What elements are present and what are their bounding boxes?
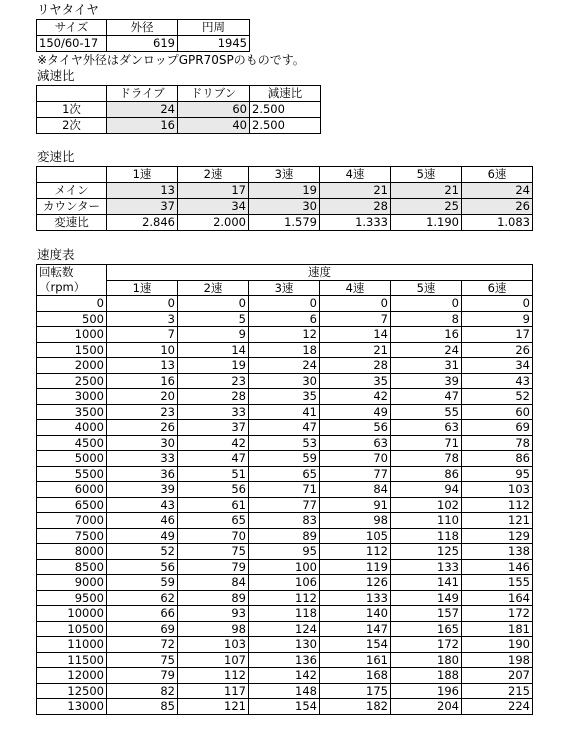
speed-cell: 182: [320, 699, 391, 715]
table-row: [37, 296, 533, 312]
speed-cell: 33: [178, 404, 249, 420]
table-row: [37, 652, 533, 668]
speed-cell: 13: [107, 358, 178, 374]
cell: 25: [391, 199, 462, 215]
speed-cell: 18: [249, 342, 320, 358]
speed-cell: 28: [178, 389, 249, 405]
table-row: [37, 358, 533, 374]
speed-cell: 0: [249, 296, 320, 312]
speed-cell: 126: [320, 575, 391, 591]
rpm-cell: 9000: [37, 575, 107, 591]
drive-value: 16: [107, 118, 178, 134]
speed-cell: 72: [107, 637, 178, 653]
speed-cell: 70: [178, 528, 249, 544]
rear-tire-table: [36, 19, 250, 52]
speed-table-body: [37, 296, 533, 715]
speed-cell: 63: [391, 420, 462, 436]
cell: 17: [178, 183, 249, 199]
speed-cell: 164: [462, 590, 533, 606]
speed-cell: 55: [391, 404, 462, 420]
speed-cell: 142: [249, 668, 320, 684]
speed-cell: 78: [462, 435, 533, 451]
speed-cell: 140: [320, 606, 391, 622]
rpm-cell: 3500: [37, 404, 107, 420]
speed-cell: 181: [462, 621, 533, 637]
table-row: [37, 637, 533, 653]
table-row: [37, 102, 321, 118]
header-gear-5: 5速: [391, 167, 462, 183]
speed-cell: 161: [320, 652, 391, 668]
tire-note: ※タイヤ外径はダンロップGPR70SPのものです。: [37, 53, 305, 67]
speed-cell: 62: [107, 590, 178, 606]
reduction-title: 減速比: [37, 68, 75, 83]
speed-cell: 39: [391, 373, 462, 389]
speed-cell: 141: [391, 575, 462, 591]
speed-cell: 66: [107, 606, 178, 622]
speed-cell: 23: [178, 373, 249, 389]
cell: 34: [178, 199, 249, 215]
speed-cell: 33: [107, 451, 178, 467]
table-row: [37, 404, 533, 420]
speed-cell: 77: [249, 497, 320, 513]
table-row: [37, 544, 533, 560]
speed-cell: 5: [178, 311, 249, 327]
speed-cell: 79: [107, 668, 178, 684]
speed-cell: 69: [107, 621, 178, 637]
table-header-row: [37, 280, 533, 296]
row-label: 変速比: [37, 215, 107, 231]
rpm-cell: 7000: [37, 513, 107, 529]
row-label: カウンター: [37, 199, 107, 215]
rpm-cell: 13000: [37, 699, 107, 715]
transmission-table: [36, 166, 533, 231]
header-gear-6: 6速: [462, 280, 533, 296]
table-row: [37, 559, 533, 575]
speed-cell: 3: [107, 311, 178, 327]
speed-cell: 165: [391, 621, 462, 637]
cell: 26: [462, 199, 533, 215]
speed-cell: 79: [178, 559, 249, 575]
speed-cell: 20: [107, 389, 178, 405]
speed-cell: 37: [178, 420, 249, 436]
row-label: 2次: [37, 118, 107, 134]
table-header-row: [37, 86, 321, 102]
speed-cell: 53: [249, 435, 320, 451]
speed-cell: 188: [391, 668, 462, 684]
rear-tire-title: リヤタイヤ: [37, 2, 99, 17]
speed-cell: 146: [462, 559, 533, 575]
speed-cell: 125: [391, 544, 462, 560]
cell: 1.579: [249, 215, 320, 231]
speed-cell: 100: [249, 559, 320, 575]
reduction-table: [36, 85, 321, 134]
speed-cell: 102: [391, 497, 462, 513]
table-row: [37, 451, 533, 467]
speed-cell: 83: [249, 513, 320, 529]
rpm-cell: 6500: [37, 497, 107, 513]
rpm-header-line1: 回転数: [37, 265, 107, 281]
table-row: [37, 683, 533, 699]
table-header-row: [37, 265, 533, 281]
speed-header: 速度: [107, 265, 533, 281]
header-size: サイズ: [37, 20, 107, 36]
speed-cell: 130: [249, 637, 320, 653]
header-blank: [37, 86, 107, 102]
speed-cell: 86: [391, 466, 462, 482]
speed-cell: 117: [178, 683, 249, 699]
cell: 21: [391, 183, 462, 199]
transmission-title: 変速比: [37, 149, 75, 164]
speed-cell: 112: [320, 544, 391, 560]
speed-cell: 31: [391, 358, 462, 374]
speed-cell: 75: [107, 652, 178, 668]
speed-cell: 149: [391, 590, 462, 606]
speed-cell: 154: [249, 699, 320, 715]
speed-cell: 16: [391, 327, 462, 343]
speed-cell: 0: [107, 296, 178, 312]
rpm-cell: 7500: [37, 528, 107, 544]
header-gear-3: 3速: [249, 280, 320, 296]
rpm-cell: 11500: [37, 652, 107, 668]
speed-cell: 24: [391, 342, 462, 358]
speed-cell: 98: [320, 513, 391, 529]
speed-cell: 43: [107, 497, 178, 513]
speed-cell: 190: [462, 637, 533, 653]
speed-cell: 9: [462, 311, 533, 327]
speed-cell: 84: [178, 575, 249, 591]
speed-cell: 70: [320, 451, 391, 467]
table-row: [37, 497, 533, 513]
speed-cell: 172: [462, 606, 533, 622]
speed-cell: 30: [249, 373, 320, 389]
cell: 28: [320, 199, 391, 215]
speed-cell: 78: [391, 451, 462, 467]
table-row: [37, 575, 533, 591]
speed-cell: 30: [107, 435, 178, 451]
speed-cell: 47: [391, 389, 462, 405]
speed-cell: 119: [320, 559, 391, 575]
header-gear-1: 1速: [107, 280, 178, 296]
speed-cell: 136: [249, 652, 320, 668]
rpm-cell: 9500: [37, 590, 107, 606]
header-circumference: 円周: [178, 20, 250, 36]
speed-cell: 8: [391, 311, 462, 327]
speed-cell: 10: [107, 342, 178, 358]
speed-cell: 52: [107, 544, 178, 560]
speed-cell: 103: [178, 637, 249, 653]
speed-cell: 112: [178, 668, 249, 684]
header-gear-1: 1速: [107, 167, 178, 183]
speed-cell: 106: [249, 575, 320, 591]
speed-cell: 224: [462, 699, 533, 715]
table-row: [37, 389, 533, 405]
speed-cell: 85: [107, 699, 178, 715]
header-gear-6: 6速: [462, 167, 533, 183]
speed-cell: 7: [107, 327, 178, 343]
speed-cell: 148: [249, 683, 320, 699]
speed-cell: 63: [320, 435, 391, 451]
table-row: [37, 513, 533, 529]
speed-cell: 0: [391, 296, 462, 312]
speed-cell: 98: [178, 621, 249, 637]
cell: 13: [107, 183, 178, 199]
speed-cell: 118: [249, 606, 320, 622]
rpm-cell: 4500: [37, 435, 107, 451]
speed-cell: 91: [320, 497, 391, 513]
speed-table: [36, 264, 533, 715]
speed-cell: 95: [462, 466, 533, 482]
table-row: [37, 590, 533, 606]
speed-cell: 41: [249, 404, 320, 420]
header-blank: [37, 167, 107, 183]
speed-cell: 26: [107, 420, 178, 436]
table-row: [37, 420, 533, 436]
speed-cell: 93: [178, 606, 249, 622]
speed-cell: 36: [107, 466, 178, 482]
speed-cell: 121: [178, 699, 249, 715]
speed-cell: 49: [107, 528, 178, 544]
rpm-cell: 2000: [37, 358, 107, 374]
rpm-cell: 1000: [37, 327, 107, 343]
speed-cell: 59: [249, 451, 320, 467]
cell: 19: [249, 183, 320, 199]
speed-cell: 0: [320, 296, 391, 312]
rpm-cell: 5000: [37, 451, 107, 467]
speed-cell: 7: [320, 311, 391, 327]
row-label: メイン: [37, 183, 107, 199]
speed-cell: 155: [462, 575, 533, 591]
speed-cell: 157: [391, 606, 462, 622]
speed-cell: 65: [249, 466, 320, 482]
speed-cell: 0: [178, 296, 249, 312]
tire-circumference: 1945: [178, 36, 250, 52]
speed-cell: 16: [107, 373, 178, 389]
speed-cell: 17: [462, 327, 533, 343]
cell: 1.083: [462, 215, 533, 231]
header-driven: ドリブン: [178, 86, 250, 102]
speed-cell: 23: [107, 404, 178, 420]
speed-cell: 21: [320, 342, 391, 358]
speed-cell: 112: [462, 497, 533, 513]
table-row: [37, 118, 321, 134]
speed-cell: 112: [249, 590, 320, 606]
ratio-value: 2.500: [250, 118, 321, 134]
speed-cell: 133: [391, 559, 462, 575]
speed-cell: 95: [249, 544, 320, 560]
speed-cell: 154: [320, 637, 391, 653]
speed-cell: 69: [462, 420, 533, 436]
speed-cell: 124: [249, 621, 320, 637]
speed-cell: 86: [462, 451, 533, 467]
speed-cell: 26: [462, 342, 533, 358]
speed-cell: 47: [178, 451, 249, 467]
speed-cell: 49: [320, 404, 391, 420]
cell: 30: [249, 199, 320, 215]
rpm-cell: 12000: [37, 668, 107, 684]
header-drive: ドライブ: [107, 86, 178, 102]
rpm-cell: 2500: [37, 373, 107, 389]
table-row: [37, 373, 533, 389]
speed-cell: 46: [107, 513, 178, 529]
rpm-cell: 8000: [37, 544, 107, 560]
speed-table-title: 速度表: [37, 247, 75, 262]
ratio-value: 2.500: [250, 102, 321, 118]
speed-cell: 198: [462, 652, 533, 668]
rpm-cell: 3000: [37, 389, 107, 405]
rpm-cell: 12500: [37, 683, 107, 699]
speed-cell: 172: [391, 637, 462, 653]
table-row: [37, 327, 533, 343]
rpm-cell: 5500: [37, 466, 107, 482]
speed-cell: 6: [249, 311, 320, 327]
row-label: 1次: [37, 102, 107, 118]
table-header-row: [37, 167, 533, 183]
rpm-cell: 6000: [37, 482, 107, 498]
driven-value: 60: [178, 102, 250, 118]
table-row: [37, 528, 533, 544]
rpm-cell: 500: [37, 311, 107, 327]
header-gear-4: 4速: [320, 280, 391, 296]
cell: 21: [320, 183, 391, 199]
speed-cell: 196: [391, 683, 462, 699]
speed-cell: 56: [107, 559, 178, 575]
speed-cell: 105: [320, 528, 391, 544]
speed-cell: 175: [320, 683, 391, 699]
rpm-cell: 10500: [37, 621, 107, 637]
speed-cell: 168: [320, 668, 391, 684]
speed-cell: 110: [391, 513, 462, 529]
speed-cell: 118: [391, 528, 462, 544]
table-row: [37, 466, 533, 482]
speed-cell: 43: [462, 373, 533, 389]
speed-cell: 77: [320, 466, 391, 482]
table-row: [37, 342, 533, 358]
speed-cell: 34: [462, 358, 533, 374]
drive-value: 24: [107, 102, 178, 118]
speed-cell: 138: [462, 544, 533, 560]
driven-value: 40: [178, 118, 250, 134]
table-row: [37, 606, 533, 622]
header-gear-2: 2速: [178, 280, 249, 296]
speed-cell: 39: [107, 482, 178, 498]
speed-cell: 207: [462, 668, 533, 684]
speed-cell: 89: [178, 590, 249, 606]
rpm-cell: 11000: [37, 637, 107, 653]
speed-cell: 51: [178, 466, 249, 482]
table-row: [37, 311, 533, 327]
speed-cell: 82: [107, 683, 178, 699]
speed-cell: 56: [178, 482, 249, 498]
speed-cell: 129: [462, 528, 533, 544]
cell: 2.000: [178, 215, 249, 231]
speed-cell: 133: [320, 590, 391, 606]
table-row: [37, 699, 533, 715]
header-gear-2: 2速: [178, 167, 249, 183]
speed-cell: 61: [178, 497, 249, 513]
cell: 1.333: [320, 215, 391, 231]
speed-cell: 14: [320, 327, 391, 343]
speed-cell: 14: [178, 342, 249, 358]
speed-cell: 103: [462, 482, 533, 498]
speed-cell: 147: [320, 621, 391, 637]
speed-cell: 215: [462, 683, 533, 699]
speed-cell: 12: [249, 327, 320, 343]
speed-cell: 84: [320, 482, 391, 498]
table-row: [37, 668, 533, 684]
rpm-cell: 10000: [37, 606, 107, 622]
speed-cell: 9: [178, 327, 249, 343]
table-row: [37, 183, 533, 199]
speed-cell: 19: [178, 358, 249, 374]
speed-cell: 0: [462, 296, 533, 312]
rpm-cell: 8500: [37, 559, 107, 575]
speed-cell: 89: [249, 528, 320, 544]
speed-cell: 71: [391, 435, 462, 451]
speed-cell: 180: [391, 652, 462, 668]
speed-cell: 47: [249, 420, 320, 436]
header-reduction-ratio: 減速比: [250, 86, 321, 102]
speed-cell: 24: [249, 358, 320, 374]
rpm-cell: 1500: [37, 342, 107, 358]
speed-cell: 35: [249, 389, 320, 405]
header-gear-4: 4速: [320, 167, 391, 183]
speed-cell: 71: [249, 482, 320, 498]
table-row: [37, 482, 533, 498]
speed-cell: 60: [462, 404, 533, 420]
rpm-header-line2: （rpm）: [37, 280, 107, 296]
rpm-cell: 4000: [37, 420, 107, 436]
tire-size: 150/60-17: [37, 36, 107, 52]
header-gear-5: 5速: [391, 280, 462, 296]
speed-cell: 42: [320, 389, 391, 405]
header-diameter: 外径: [107, 20, 178, 36]
table-row: [37, 215, 533, 231]
cell: 1.190: [391, 215, 462, 231]
speed-cell: 56: [320, 420, 391, 436]
speed-cell: 121: [462, 513, 533, 529]
cell: 24: [462, 183, 533, 199]
tire-diameter: 619: [107, 36, 178, 52]
header-gear-3: 3速: [249, 167, 320, 183]
speed-cell: 75: [178, 544, 249, 560]
speed-cell: 107: [178, 652, 249, 668]
table-header-row: [37, 20, 250, 36]
speed-cell: 35: [320, 373, 391, 389]
table-row: [37, 36, 250, 52]
speed-cell: 65: [178, 513, 249, 529]
cell: 37: [107, 199, 178, 215]
speed-cell: 28: [320, 358, 391, 374]
speed-cell: 42: [178, 435, 249, 451]
cell: 2.846: [107, 215, 178, 231]
table-row: [37, 435, 533, 451]
table-row: [37, 621, 533, 637]
speed-cell: 94: [391, 482, 462, 498]
speed-cell: 52: [462, 389, 533, 405]
speed-cell: 59: [107, 575, 178, 591]
table-row: [37, 199, 533, 215]
rpm-cell: 0: [37, 296, 107, 312]
speed-cell: 204: [391, 699, 462, 715]
